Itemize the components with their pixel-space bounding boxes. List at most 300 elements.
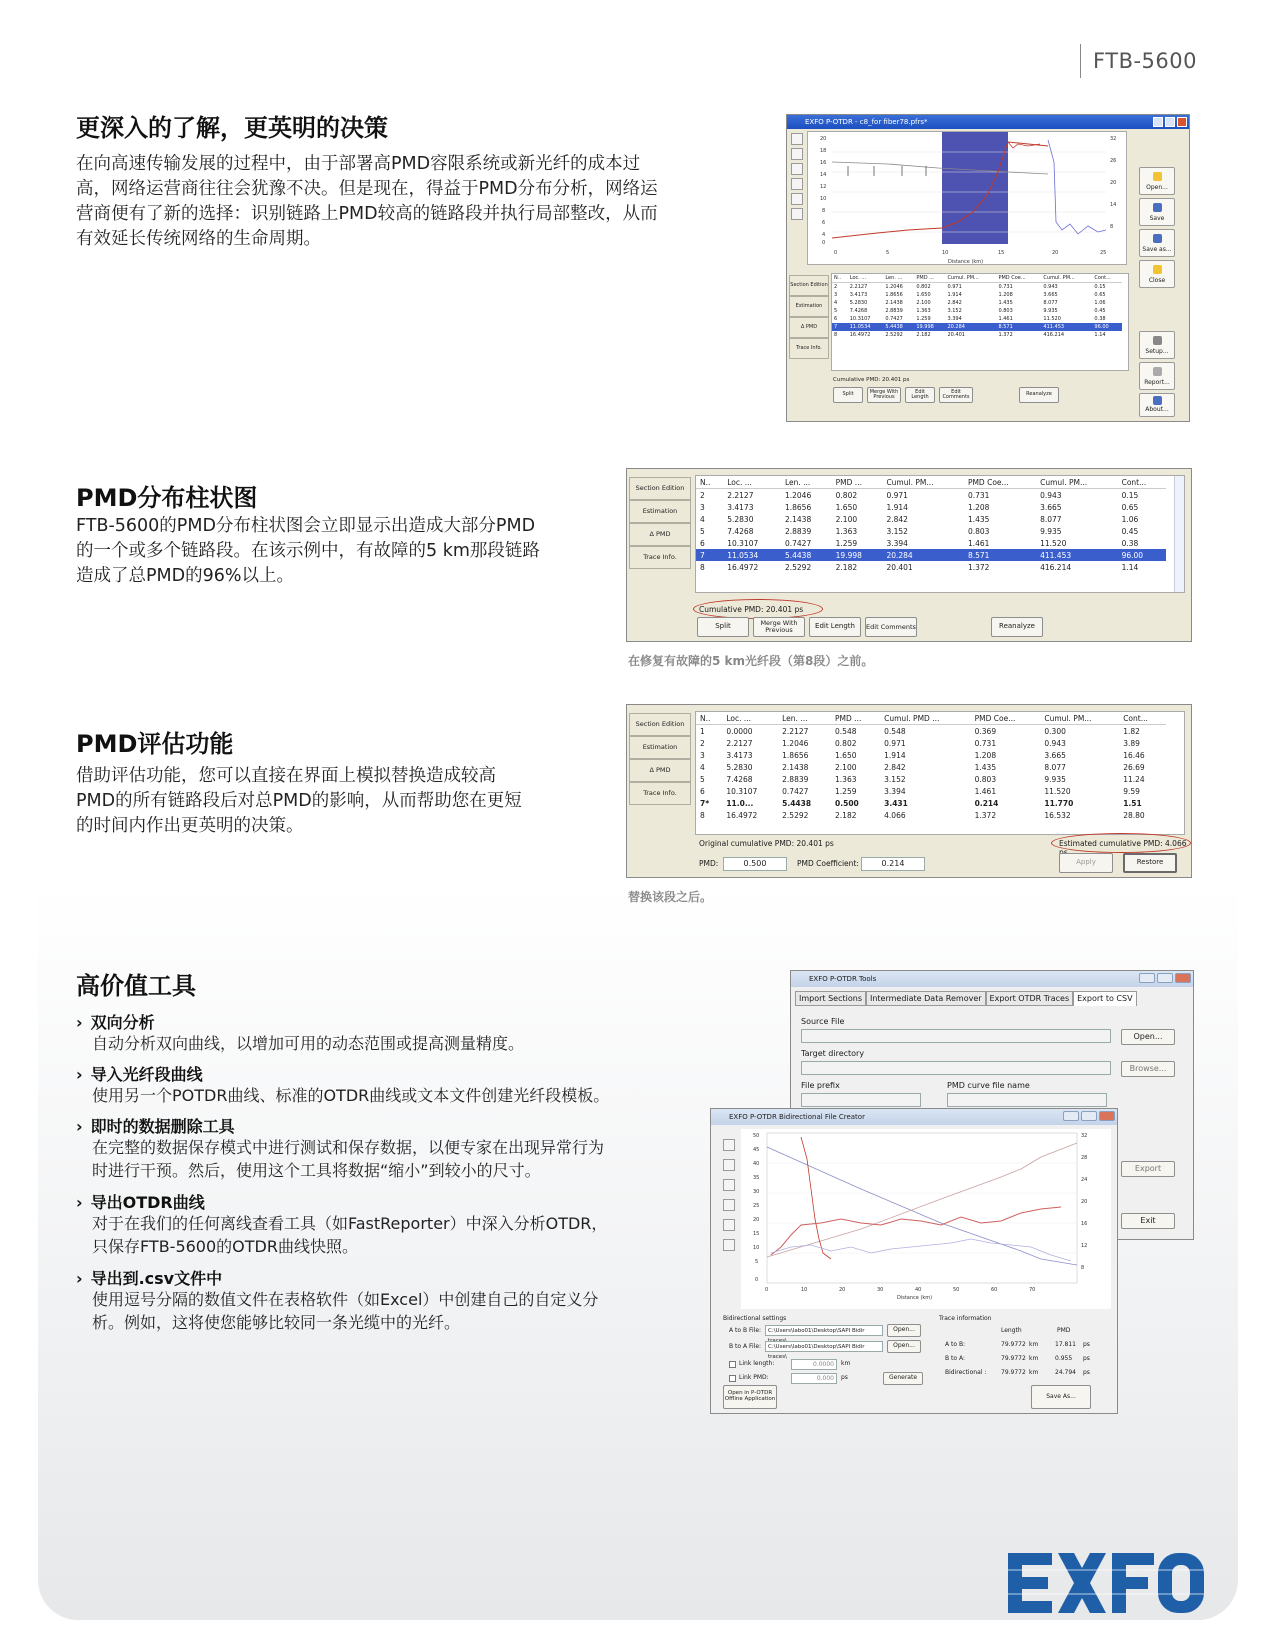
- zoom-area-icon[interactable]: [791, 178, 803, 190]
- tools-tabs: [795, 991, 1137, 1006]
- table-cell: 2.8839: [784, 526, 812, 536]
- trace-info-cell: 0.955: [1055, 1355, 1073, 1362]
- tab-trace-info[interactable]: Trace Info.: [789, 338, 829, 359]
- column-header[interactable]: Len. ...: [778, 712, 831, 725]
- tab-estimation[interactable]: Estimation: [629, 500, 691, 523]
- table-cell: 1.461: [998, 316, 1013, 322]
- table-cell: 5.2830: [726, 762, 753, 772]
- trace-info-cell: km: [1029, 1341, 1039, 1348]
- section4-title: 高价值工具: [76, 972, 196, 1000]
- table-cell: 8.077: [1044, 762, 1066, 772]
- column-header[interactable]: N..: [696, 712, 722, 725]
- save-as-button[interactable]: Save as...: [1139, 229, 1175, 257]
- table-cell: 1.259: [916, 316, 931, 322]
- table-row[interactable]: [832, 283, 1122, 292]
- table-cell: 1.2046: [885, 284, 903, 290]
- table-cell: 5: [700, 774, 705, 784]
- table-cell: 1.363: [916, 308, 931, 314]
- table-cell: 0.943: [1043, 284, 1058, 290]
- sections-table: [695, 475, 1185, 593]
- column-header[interactable]: Cont...: [1119, 712, 1166, 725]
- table-cell: 1.372: [998, 332, 1013, 338]
- zoom-icon[interactable]: [723, 1179, 735, 1191]
- table-row[interactable]: [696, 725, 1166, 738]
- table-cell: 1.14: [1094, 332, 1106, 338]
- section2-caption: 在修复有故障的5 km光纤段（第8段）之前。: [628, 654, 874, 668]
- svg-text:20: 20: [839, 1287, 846, 1293]
- table-cell: 1.363: [835, 774, 857, 784]
- section2-line: 造成了总PMD的96%以上。: [76, 566, 295, 586]
- table-cell: 1.208: [974, 750, 997, 760]
- table-cell: 1.372: [974, 810, 997, 820]
- svg-text:4: 4: [822, 232, 826, 238]
- svg-text:8: 8: [1081, 1265, 1085, 1271]
- svg-text:5: 5: [755, 1259, 759, 1265]
- table-cell: 2.2127: [849, 284, 868, 290]
- table-cell: 7.4268: [849, 308, 868, 314]
- zoom-out-icon[interactable]: [791, 208, 803, 220]
- table-cell: 96.00: [1092, 323, 1122, 331]
- column-header[interactable]: PMD Coe...: [996, 274, 1041, 283]
- section2-title: PMD分布柱状图: [76, 484, 258, 512]
- apply-button[interactable]: Apply: [1059, 853, 1113, 873]
- zoom-out-icon[interactable]: [723, 1239, 735, 1251]
- column-header[interactable]: N..: [832, 274, 848, 283]
- maximize-icon[interactable]: [1165, 117, 1175, 127]
- table-cell: 0.300: [1044, 726, 1066, 736]
- a-to-b-open-button[interactable]: Open...: [887, 1324, 921, 1337]
- tab-export-to-csv[interactable]: Export to CSV: [1073, 991, 1136, 1006]
- table-cell: 10.3107: [727, 538, 759, 548]
- table-cell: 0.65: [1094, 292, 1106, 298]
- tab-estimation[interactable]: Estimation: [789, 296, 829, 317]
- table-cell: 7.4268: [727, 526, 754, 536]
- column-header[interactable]: Cumul. PM...: [1036, 476, 1118, 489]
- table-cell: 16.532: [1044, 810, 1071, 820]
- table-cell: 1.914: [947, 292, 962, 298]
- svg-text:8: 8: [1110, 224, 1114, 230]
- open-button[interactable]: Open...: [1121, 1029, 1175, 1045]
- table-cell: 2: [700, 490, 705, 500]
- table-cell: 1.259: [835, 786, 857, 796]
- trace-info-cell: A to B:: [945, 1341, 966, 1348]
- svg-text:40: 40: [915, 1287, 922, 1293]
- tab-import-sections[interactable]: Import Sections: [795, 991, 866, 1006]
- svg-text:0: 0: [755, 1277, 759, 1283]
- table-cell: 4: [700, 762, 705, 772]
- minimize-icon[interactable]: [1063, 1111, 1079, 1121]
- svg-text:70: 70: [1029, 1287, 1036, 1293]
- column-header[interactable]: N..: [696, 476, 723, 489]
- hand-icon[interactable]: [723, 1159, 735, 1171]
- table-cell: 1.914: [884, 750, 906, 760]
- product-model: FTB-5600: [1080, 44, 1197, 78]
- tab-delta-pmd[interactable]: Δ PMD: [789, 317, 829, 338]
- table-cell: 2.182: [835, 810, 857, 820]
- trace-info-cell: 24.794: [1055, 1369, 1076, 1376]
- export-button[interactable]: Export: [1121, 1161, 1175, 1177]
- column-header[interactable]: Len. ...: [883, 274, 914, 283]
- trace-length-header: Length: [1001, 1327, 1022, 1334]
- section2-line: FTB-5600的PMD分布柱状图会立即显示出造成大部分PMD: [76, 516, 536, 536]
- window-titlebar: [787, 115, 1189, 129]
- pmd-input[interactable]: 0.500: [723, 857, 787, 871]
- table-cell: 0.65: [1121, 502, 1139, 512]
- table-cell: 28.80: [1123, 810, 1145, 820]
- table-cell: 5.2830: [849, 300, 868, 306]
- table-cell: 0.15: [1094, 284, 1106, 290]
- svg-text:20: 20: [820, 136, 827, 142]
- sections-grid: [696, 476, 1166, 573]
- table-cell: 2.182: [916, 332, 931, 338]
- column-header[interactable]: Loc. ...: [723, 476, 781, 489]
- table-cell: 0.45: [1121, 526, 1139, 536]
- table-cell: 1.2046: [784, 490, 812, 500]
- minimize-icon[interactable]: [1153, 117, 1163, 127]
- save-as-button[interactable]: Save As...: [1031, 1385, 1091, 1409]
- browse-button[interactable]: Browse...: [1121, 1061, 1175, 1077]
- table-cell: 2.8839: [782, 774, 809, 784]
- table-cell: 2: [834, 284, 838, 290]
- section1-line: 在向高速传输发展的过程中，由于部署高PMD容限系统或新光纤的成本过: [76, 154, 641, 174]
- table-cell: 5.4438: [781, 549, 832, 561]
- highlight-oval: [1051, 833, 1191, 853]
- table-cell: 1.2046: [782, 738, 809, 748]
- bullet-heading: › 导入光纤段曲线: [76, 1065, 203, 1084]
- bullet-heading: › 双向分析: [76, 1013, 155, 1032]
- table-row[interactable]: [696, 561, 1166, 573]
- distance-label: Distance (km): [897, 1295, 933, 1301]
- table-row[interactable]: [696, 501, 1166, 513]
- close-button[interactable]: Close: [1139, 260, 1175, 288]
- tab-export-otdr-traces[interactable]: Export OTDR Traces: [986, 991, 1074, 1006]
- table-row[interactable]: [832, 307, 1122, 315]
- section1-body: [76, 152, 736, 252]
- table-cell: 8: [834, 332, 838, 338]
- setup-button[interactable]: Setup...: [1139, 331, 1175, 359]
- link-length-label: Link length:: [739, 1360, 775, 1367]
- table-cell: 0.731: [998, 284, 1013, 290]
- svg-text:45: 45: [753, 1147, 760, 1153]
- table-row[interactable]: [832, 315, 1122, 323]
- table-cell: 1.259: [835, 538, 858, 548]
- table-cell: 0.548: [835, 726, 857, 736]
- svg-text:50: 50: [953, 1287, 960, 1293]
- table-cell: 19.998: [914, 323, 945, 331]
- trace-info-cell: 17.811: [1055, 1341, 1076, 1348]
- svg-text:15: 15: [998, 250, 1005, 256]
- trace-info-cell: Bidirectional :: [945, 1369, 987, 1376]
- zoom-icon[interactable]: [791, 163, 803, 175]
- table-cell: 2.1438: [885, 300, 903, 306]
- b-to-a-input[interactable]: C:\Users\labo01\Desktop\SAPI Bidir traces\: [765, 1341, 883, 1352]
- table-cell: 1.461: [974, 786, 997, 796]
- table-cell: 1.650: [835, 502, 858, 512]
- table-cell: 0.45: [1094, 308, 1106, 314]
- tab-section-edition[interactable]: Section Edition: [789, 275, 829, 296]
- table-cell: 2.842: [886, 514, 908, 524]
- hand-icon[interactable]: [791, 148, 803, 160]
- section3-line: 借助评估功能，您可以直接在界面上模拟替换造成较高: [76, 766, 496, 786]
- bidirectional-creator-screenshot: [710, 1108, 1118, 1414]
- pmd-coefficient-label: PMD Coefficient:: [797, 859, 859, 868]
- tab-delta-pmd[interactable]: Δ PMD: [629, 759, 691, 782]
- merge-button[interactable]: Merge With Previous: [753, 617, 805, 637]
- svg-text:16: 16: [1081, 1221, 1088, 1227]
- pointer-icon[interactable]: [791, 133, 803, 145]
- open-button[interactable]: Open...: [1139, 167, 1175, 195]
- pmd-estimation-screenshot: [626, 704, 1192, 878]
- svg-text:10: 10: [942, 250, 949, 256]
- table-cell: 0.943: [1040, 490, 1062, 500]
- column-header[interactable]: Cumul. PM...: [1040, 712, 1119, 725]
- tab-delta-pmd[interactable]: Δ PMD: [629, 523, 691, 546]
- table-row[interactable]: [696, 525, 1166, 537]
- table-cell: 3.394: [884, 786, 906, 796]
- table-cell: 2.2127: [726, 738, 753, 748]
- table-cell: 0.802: [835, 490, 858, 500]
- edit-comments-button[interactable]: Edit Comments: [939, 387, 973, 403]
- sections-grid: [832, 274, 1122, 339]
- highlight-oval: [693, 599, 823, 619]
- exit-button[interactable]: Exit: [1121, 1213, 1175, 1229]
- table-cell: 11.0534: [723, 549, 781, 561]
- link-length-input[interactable]: 0.0000: [791, 1359, 837, 1370]
- table-cell: 0.802: [916, 284, 931, 290]
- save-button[interactable]: Save: [1139, 198, 1175, 226]
- edit-length-button[interactable]: Edit Length: [809, 617, 861, 637]
- table-cell: 0.7427: [885, 316, 903, 322]
- table-cell: 1.435: [974, 762, 997, 772]
- bullet-heading: › 导出OTDR曲线: [76, 1193, 205, 1212]
- zoom-in-icon[interactable]: [723, 1219, 735, 1231]
- tab-estimation[interactable]: Estimation: [629, 736, 691, 759]
- svg-text:14: 14: [1110, 202, 1117, 208]
- table-row[interactable]: [696, 773, 1166, 785]
- table-cell: 416.214: [1040, 562, 1072, 572]
- target-directory-input[interactable]: [801, 1061, 1111, 1075]
- table-row[interactable]: [832, 299, 1122, 307]
- distance-label: Distance (km): [948, 259, 984, 265]
- b-to-a-open-button[interactable]: Open...: [887, 1340, 921, 1353]
- column-header[interactable]: Loc. ...: [848, 274, 884, 283]
- table-cell: 1.06: [1094, 300, 1106, 306]
- table-row[interactable]: [696, 749, 1166, 761]
- table-cell: 1.461: [967, 538, 990, 548]
- table-cell: 0.500: [835, 798, 859, 808]
- trace-info-cell: km: [1029, 1369, 1039, 1376]
- bullet-body: 对于在我们的任何离线查看工具（如FastReporter）中深入分析OTDR， 只保存FTB-5600的OTDR曲线快照。: [92, 1214, 608, 1256]
- link-pmd-unit: ps: [841, 1374, 848, 1381]
- column-header[interactable]: PMD ...: [832, 476, 883, 489]
- pmd-curve-input[interactable]: [947, 1093, 1107, 1107]
- table-cell: 0.943: [1044, 738, 1066, 748]
- table-cell: 1.372: [967, 562, 990, 572]
- tab-section-edition[interactable]: Section Edition: [629, 477, 691, 500]
- table-cell: 1.8656: [885, 292, 903, 298]
- svg-text:12: 12: [820, 184, 827, 190]
- table-row[interactable]: [696, 785, 1166, 797]
- svg-text:25: 25: [753, 1203, 760, 1209]
- table-cell: 11.0...: [726, 798, 754, 808]
- table-cell: 0.971: [884, 738, 906, 748]
- zoom-area-icon[interactable]: [723, 1199, 735, 1211]
- table-row[interactable]: [696, 513, 1166, 525]
- close-icon[interactable]: [1175, 973, 1191, 983]
- split-button[interactable]: Split: [697, 617, 749, 637]
- bullet-body: 使用另一个POTDR曲线、标准的OTDR曲线或文本文件创建光纤段模板。: [92, 1086, 610, 1105]
- table-cell: 8: [700, 810, 705, 820]
- tab-intermediate-data-remover[interactable]: Intermediate Data Remover: [866, 991, 986, 1006]
- table-cell: 0.731: [967, 490, 990, 500]
- table-cell: 3.89: [1123, 738, 1140, 748]
- tab-list: [629, 713, 691, 805]
- table-row[interactable]: [832, 331, 1122, 339]
- table-cell: 3.4173: [726, 750, 753, 760]
- section1-title: 更深入的了解，更英明的决策: [76, 114, 388, 142]
- svg-text:0: 0: [765, 1287, 769, 1293]
- scrollbar[interactable]: [1174, 476, 1184, 592]
- table-cell: 3: [700, 502, 705, 512]
- column-header[interactable]: PMD ...: [831, 712, 880, 725]
- table-cell: 2: [700, 738, 705, 748]
- table-cell: 5: [700, 526, 705, 536]
- a-to-b-input[interactable]: C:\Users\labo01\Desktop\SAPI Bidir: [765, 1325, 883, 1336]
- table-row[interactable]: [696, 537, 1166, 549]
- table-cell: 7: [696, 549, 723, 561]
- restore-button[interactable]: Restore: [1123, 853, 1177, 873]
- pointer-icon[interactable]: [723, 1139, 735, 1151]
- link-length-checkbox[interactable]: [729, 1361, 736, 1368]
- estimated-cumulative: Estimated cumulative PMD: 4.066: [1059, 839, 1187, 848]
- edit-length-button[interactable]: Edit Length: [905, 387, 935, 403]
- svg-text:12: 12: [1081, 1243, 1088, 1249]
- column-header[interactable]: Cumul. PM...: [1041, 274, 1092, 283]
- file-prefix-input[interactable]: [801, 1093, 921, 1107]
- column-header[interactable]: PMD ...: [914, 274, 945, 283]
- svg-text:20: 20: [1052, 250, 1059, 256]
- table-cell: 2.842: [884, 762, 906, 772]
- table-cell: 1.208: [998, 292, 1013, 298]
- table-cell: 0.731: [974, 738, 997, 748]
- svg-text:15: 15: [753, 1231, 760, 1237]
- table-cell: 10.3107: [726, 786, 758, 796]
- zoom-in-icon[interactable]: [791, 193, 803, 205]
- tab-section-edition[interactable]: Section Edition: [629, 713, 691, 736]
- pmd-label: PMD:: [699, 859, 719, 868]
- report-button[interactable]: Report...: [1139, 362, 1175, 390]
- svg-text:20: 20: [753, 1217, 760, 1223]
- table-cell: 6: [700, 786, 705, 796]
- svg-text:26: 26: [1110, 158, 1117, 164]
- table-cell: 6: [700, 538, 705, 548]
- reanalyze-button[interactable]: Reanalyze: [991, 617, 1043, 637]
- table-cell: 1.82: [1123, 726, 1140, 736]
- column-header[interactable]: Cumul. PM...: [945, 274, 996, 283]
- link-pmd-label: Link PMD:: [739, 1374, 769, 1381]
- column-header[interactable]: Cumul. PMD ...: [880, 712, 970, 725]
- pmd-plot: [807, 131, 1127, 265]
- bullet-body: 自动分析双向曲线，以增加可用的动态范围或提高测量精度。: [92, 1034, 525, 1053]
- column-header[interactable]: Cont...: [1118, 476, 1166, 489]
- about-button[interactable]: About...: [1139, 393, 1175, 417]
- column-header[interactable]: PMD Coe...: [964, 476, 1036, 489]
- column-header[interactable]: Cont...: [1092, 274, 1122, 283]
- section1-line: 有效延长传统网络的生命周期。: [76, 229, 321, 249]
- source-file-input[interactable]: [801, 1029, 1111, 1043]
- link-pmd-checkbox[interactable]: [729, 1375, 736, 1382]
- maximize-icon[interactable]: [1157, 973, 1173, 983]
- table-cell: 2.8839: [885, 308, 903, 314]
- table-cell: 5.2830: [727, 514, 754, 524]
- table-cell: 2.2127: [782, 726, 809, 736]
- column-header[interactable]: PMD Coe...: [971, 712, 1041, 725]
- merge-button[interactable]: Merge With Previous: [867, 387, 901, 403]
- table-cell: 1.06: [1121, 514, 1139, 524]
- table-row[interactable]: [696, 809, 1166, 821]
- table-row[interactable]: [696, 797, 1166, 809]
- table-cell: 2.100: [916, 300, 931, 306]
- table-row[interactable]: [696, 761, 1166, 773]
- table-cell: 0.803: [998, 308, 1013, 314]
- table-cell: 4: [834, 300, 838, 306]
- split-button[interactable]: Split: [833, 387, 863, 403]
- table-cell: 3.152: [884, 774, 906, 784]
- svg-text:14: 14: [820, 172, 827, 178]
- close-icon[interactable]: [1177, 117, 1187, 127]
- table-cell: 0.971: [886, 490, 908, 500]
- svg-text:28: 28: [1081, 1155, 1088, 1161]
- maximize-icon[interactable]: [1081, 1111, 1097, 1121]
- table-row[interactable]: [832, 291, 1122, 299]
- generate-button[interactable]: Generate: [883, 1372, 923, 1385]
- table-row[interactable]: [696, 489, 1166, 502]
- reanalyze-button[interactable]: Reanalyze: [1019, 387, 1059, 403]
- pmd-coefficient-input[interactable]: 0.214: [861, 857, 925, 871]
- table-cell: 411.453: [1036, 549, 1118, 561]
- minimize-icon[interactable]: [1139, 973, 1155, 983]
- edit-comments-button[interactable]: Edit Comments: [865, 617, 917, 637]
- window-title: EXFO P-OTDR Bidirectional File Creator: [729, 1113, 865, 1121]
- svg-text:10: 10: [820, 196, 827, 202]
- table-cell: 2.1438: [784, 514, 812, 524]
- tab-trace-info[interactable]: Trace Info.: [629, 782, 691, 805]
- window-titlebar: [711, 1109, 1117, 1125]
- table-cell: 3.665: [1040, 502, 1062, 512]
- table-row[interactable]: [696, 549, 1166, 561]
- column-header[interactable]: Len. ...: [781, 476, 832, 489]
- original-cumulative: Original cumulative PMD: 20.401 ps: [699, 839, 834, 848]
- column-header[interactable]: Loc. ...: [722, 712, 778, 725]
- close-icon[interactable]: [1099, 1111, 1115, 1121]
- table-cell: 5.4438: [883, 323, 914, 331]
- table-cell: 26.69: [1123, 762, 1145, 772]
- column-header[interactable]: Cumul. PM...: [882, 476, 964, 489]
- trace-info-cell: ps: [1083, 1341, 1090, 1348]
- open-in-offline-button[interactable]: Open in P-OTDR Offline Application: [723, 1385, 777, 1409]
- svg-text:30: 30: [877, 1287, 884, 1293]
- table-row[interactable]: [696, 737, 1166, 749]
- tab-trace-info[interactable]: Trace Info.: [629, 546, 691, 569]
- table-row[interactable]: [832, 323, 1122, 331]
- svg-text:10: 10: [753, 1245, 760, 1251]
- svg-text:60: 60: [991, 1287, 998, 1293]
- link-pmd-input[interactable]: 0.000: [791, 1373, 837, 1384]
- svg-text:40: 40: [753, 1161, 760, 1167]
- svg-text:18: 18: [820, 148, 827, 154]
- table-cell: 1.8656: [782, 750, 809, 760]
- svg-text:5: 5: [886, 250, 890, 256]
